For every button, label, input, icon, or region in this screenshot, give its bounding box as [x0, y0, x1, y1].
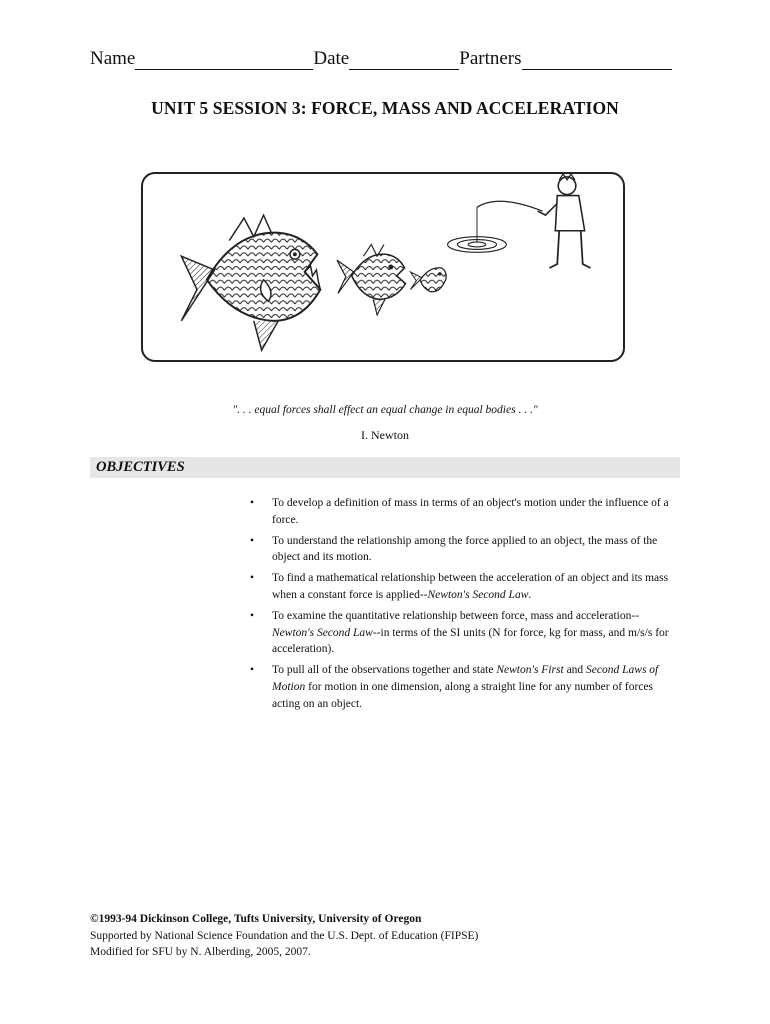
objective-emphasis: Newton's Second Law: [427, 588, 529, 601]
objective-item: [250, 662, 678, 712]
objectives-heading: OBJECTIVES: [96, 459, 185, 475]
fish-cartoon: [143, 174, 623, 360]
objective-emphasis: Second Laws of Motion: [272, 664, 659, 693]
bullet-icon: •: [250, 534, 255, 547]
date-label: Date: [313, 48, 350, 69]
footer-modified: Modified for SFU by N. Alberding, 2005, 2007.: [90, 946, 311, 958]
small-fish-icon: [410, 268, 446, 292]
objective-text: and: [563, 664, 587, 677]
quote-author: I. Newton: [361, 428, 409, 442]
newton-quote: ". . . equal forces shall effect an equal change in equal bodies . . .": [232, 404, 538, 416]
bullet-icon: •: [250, 572, 255, 585]
partners-blank[interactable]: [522, 51, 672, 70]
cartoon-frame: [141, 172, 625, 362]
ripples-icon: [448, 207, 507, 252]
objective-text: for motion in one dimension, along a straight line for any number of forces acting on an object.: [272, 680, 654, 710]
partners-label: Partners: [459, 48, 522, 69]
objective-emphasis: Newton's Second Law: [272, 626, 373, 639]
name-date-partners-line: [90, 48, 680, 70]
objective-item: [250, 495, 678, 529]
bullet-icon: •: [250, 664, 255, 677]
page-title: UNIT 5 SESSION 3: FORCE, MASS AND ACCELERATION: [151, 98, 619, 118]
objective-text: To pull all of the observations together and state: [272, 664, 497, 677]
name-label: Name: [90, 48, 136, 69]
objectives-heading-bar: [90, 457, 680, 478]
date-blank[interactable]: [349, 51, 459, 70]
objective-text: .: [528, 588, 532, 601]
objective-text: To understand the relationship among the force applied to an object, the mass of the object and its motion.: [272, 534, 658, 564]
footer-copyright: ©1993-94 Dickinson College, Tufts University, University of Oregon: [90, 913, 422, 925]
medium-fish-icon: [337, 244, 406, 314]
objectives-list: [250, 495, 678, 717]
name-blank[interactable]: [135, 51, 313, 70]
bullet-icon: •: [250, 609, 255, 622]
objective-item: [250, 533, 678, 567]
objective-emphasis: Newton's First: [496, 664, 564, 677]
objective-text: --in terms of the SI units (N for force, kg for mass, and m/s/s for acceleration).: [272, 626, 669, 656]
footer-support: Supported by National Science Foundation and the U.S. Dept. of Education (FIPSE): [90, 929, 479, 942]
objective-item: [250, 608, 678, 658]
footer: [90, 911, 690, 961]
objective-text: To develop a definition of mass in terms of an object's motion under the influence of a force.: [272, 497, 669, 526]
fisherman-icon: [477, 174, 591, 268]
objective-text: To find a mathematical relationship between the acceleration of an object and its mass when a constant force is applied--: [272, 572, 669, 601]
bullet-icon: •: [250, 497, 255, 509]
big-fish-icon: [181, 215, 320, 350]
objective-text: To examine the quantitative relationship between force, mass and acceleration--: [272, 609, 640, 622]
objective-item: [250, 570, 678, 604]
